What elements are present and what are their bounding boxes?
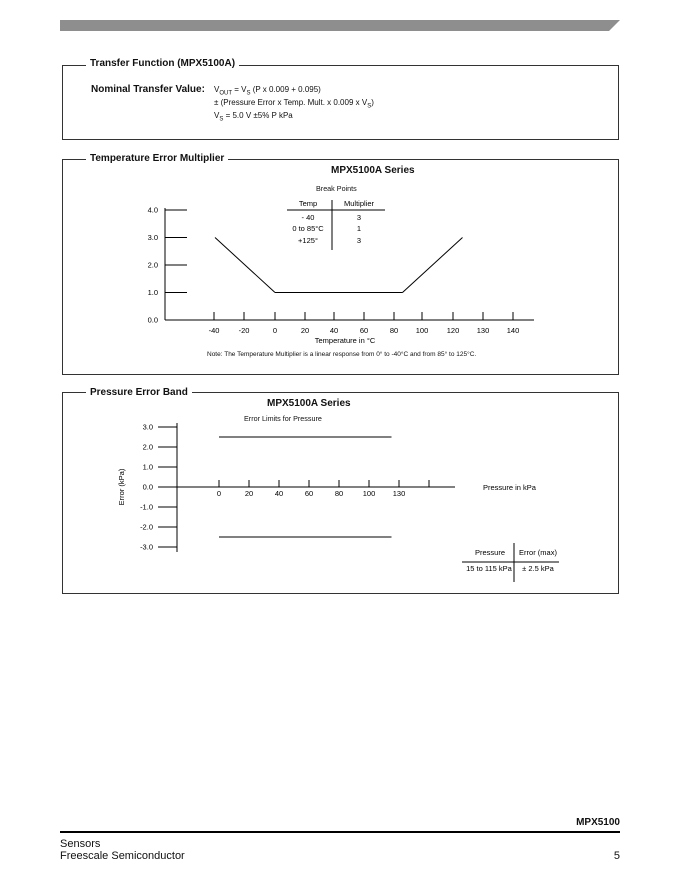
- pressure-y-tick-label: 2.0: [142, 442, 153, 452]
- footer-company: Freescale Semiconductor: [60, 850, 185, 862]
- temp-y-tick-label: 2.0: [147, 260, 158, 270]
- footer-page-number: 5: [613, 850, 620, 862]
- temp-x-tick-label: 60: [359, 326, 369, 335]
- breakpoint-mult-0: 3: [356, 213, 362, 222]
- footer-part-number: MPX5100: [576, 817, 620, 828]
- pressure-x-tick-label: 100: [362, 489, 376, 498]
- temp-x-tick-label: 130: [476, 326, 490, 335]
- pressure-y-tick-label: -3.0: [140, 542, 153, 552]
- temp-x-tick-label: 40: [329, 326, 339, 335]
- breakpoint-header-temp: Temp: [298, 199, 318, 208]
- temp-y-tick-label: 3.0: [147, 233, 158, 242]
- pressure-y-tick-label: 3.0: [142, 422, 153, 432]
- temp-multiplier-segment: [403, 238, 463, 293]
- footer-category: Sensors: [60, 838, 101, 850]
- temp-x-tick-label: -20: [238, 326, 250, 335]
- breakpoint-temp-1: 0 to 85°C: [292, 224, 324, 233]
- pressure-x-tick-label: 130: [392, 489, 406, 498]
- pressure-table-cell-pressure: 15 to 115 kPa: [466, 564, 512, 573]
- pressure-x-axis-label: Pressure in kPa: [483, 483, 536, 492]
- temp-y-tick-label: 4.0: [147, 205, 158, 215]
- temp-multiplier-segment: [215, 238, 275, 293]
- footer-rule: [60, 831, 620, 833]
- transfer-equation: $V_{OUT} = V_S$ (P x 0.009 + 0.095): [214, 85, 321, 97]
- temp-x-tick-label: 0: [272, 326, 278, 335]
- temp-x-tick-label: -40: [208, 326, 220, 335]
- pressure-table-header-error: Error (max): [519, 548, 557, 557]
- temp-x-axis-label: Temperature in °C: [314, 336, 376, 345]
- temp-x-tick-label: 140: [506, 326, 520, 335]
- supply-voltage: $V_S = 5.0$ V ±5% P kPa: [214, 111, 293, 123]
- nominal-transfer-label: Nominal Transfer Value:: [91, 84, 205, 95]
- pressure-x-tick-label: 60: [304, 489, 314, 498]
- pressure-x-tick-label: 80: [334, 489, 344, 498]
- temp-x-tick-label: 20: [300, 326, 310, 335]
- pressure-chart: [110, 415, 610, 585]
- breakpoint-temp-0: - 40: [301, 213, 315, 222]
- pressure-y-axis-label: Error (kPa): [117, 468, 126, 506]
- breakpoint-header-multiplier: Multiplier: [343, 199, 375, 208]
- pressure-chart-series-title: MPX5100A Series: [267, 398, 351, 409]
- temp-chart-note: Note: The Temperature Multiplier is a linear response from 0° to -40°C and from 85° to 125°C.: [207, 351, 477, 358]
- pressure-x-tick-label: 0: [216, 489, 222, 498]
- pressure-x-tick-label: 20: [244, 489, 254, 498]
- temp-x-tick-label: 100: [415, 326, 429, 335]
- pressure-y-tick-label: -2.0: [140, 522, 153, 532]
- header-bar: [60, 20, 620, 31]
- error-limits-label: Error Limits for Pressure: [244, 414, 322, 423]
- temp-y-tick-label: 0.0: [147, 315, 158, 325]
- pressure-table-cell-error: ± 2.5 kPa: [522, 564, 554, 573]
- breakpoint-temp-2: +125°: [298, 236, 318, 245]
- pressure-y-tick-label: -1.0: [140, 502, 153, 512]
- pressure-error-title: Pressure Error Band: [86, 387, 192, 398]
- pressure-y-tick-label: 1.0: [142, 462, 153, 472]
- temperature-chart: [120, 195, 560, 365]
- breakpoint-mult-2: 3: [356, 236, 362, 245]
- transfer-function-title: Transfer Function (MPX5100A): [86, 58, 239, 69]
- temp-y-tick-label: 1.0: [147, 288, 158, 297]
- temperature-multiplier-title: Temperature Error Multiplier: [86, 153, 228, 164]
- pressure-table-header-pressure: Pressure: [474, 548, 506, 557]
- temp-x-tick-label: 120: [446, 326, 460, 335]
- error-term: ± (Pressure Error x Temp. Mult. x 0.009 x $V_S$): [214, 98, 374, 110]
- pressure-y-tick-label: 0.0: [142, 482, 153, 492]
- breakpoints-title: Break Points: [316, 184, 357, 193]
- temp-x-tick-label: 80: [389, 326, 399, 335]
- temp-chart-series-title: MPX5100A Series: [331, 165, 415, 176]
- pressure-x-tick-label: 40: [274, 489, 284, 498]
- breakpoint-mult-1: 1: [356, 224, 362, 233]
